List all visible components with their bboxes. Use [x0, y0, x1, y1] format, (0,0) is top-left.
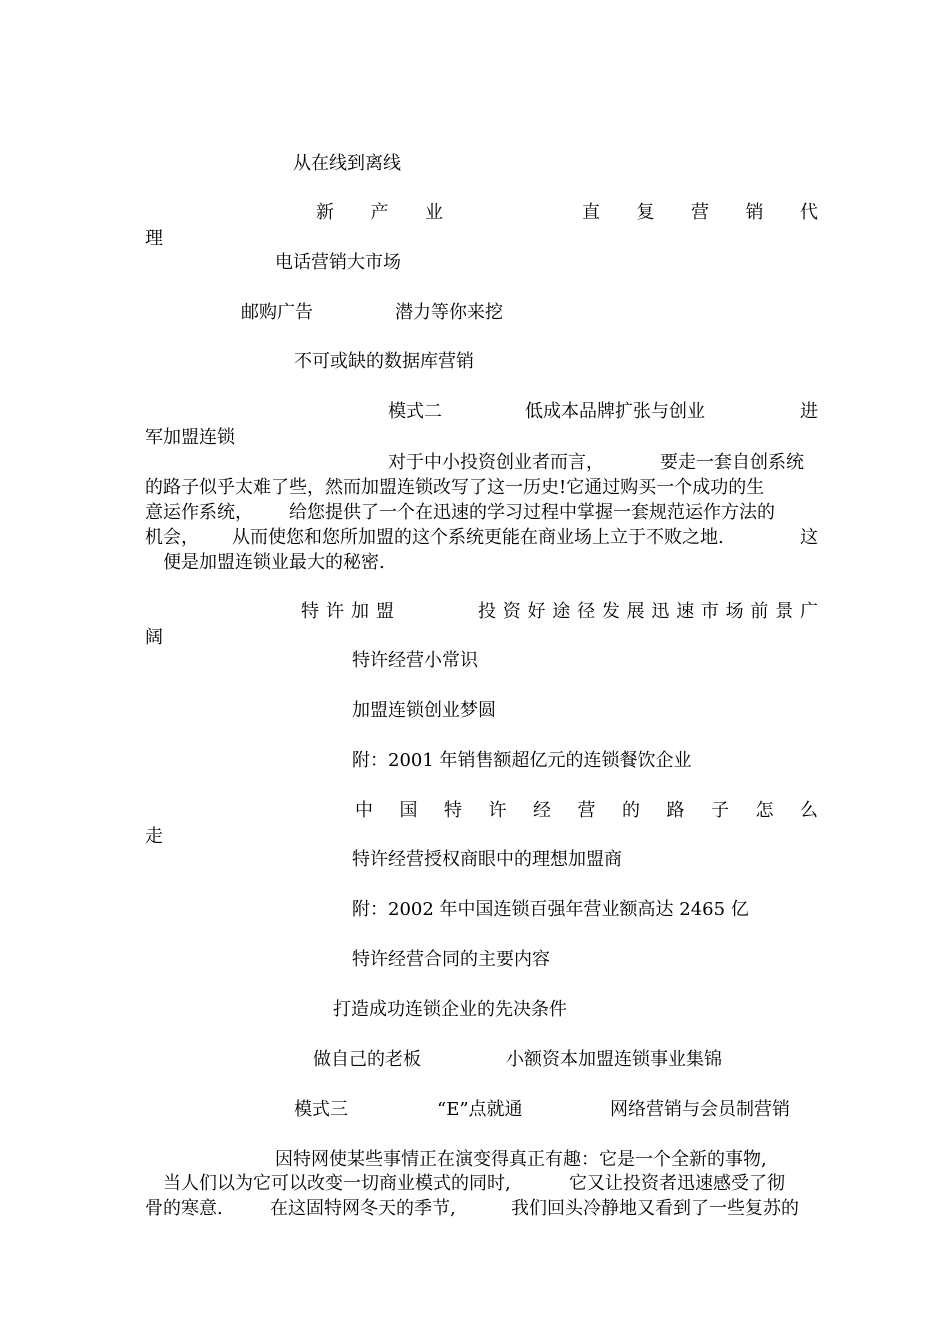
word: 的: [622, 800, 640, 821]
word: 新: [316, 202, 334, 223]
item-china-franchise-path-wrap: 走: [145, 826, 163, 847]
para2-line2b: 它又让投资者迅速感受了彻: [569, 1173, 785, 1194]
word: 前: [750, 601, 769, 622]
word: 业: [425, 202, 443, 223]
word: 径: [577, 601, 596, 622]
word: 国: [399, 800, 418, 821]
word: 么: [800, 800, 818, 821]
heading-enter: 进: [800, 401, 818, 422]
para1-line4c: 这: [800, 527, 818, 548]
para1-line1b: 要走一套自创系统: [660, 452, 804, 473]
heading-e-point: “E”点就通: [437, 1099, 523, 1120]
word: 经: [533, 800, 551, 821]
item-franchise-basics: 特许经营小常识: [352, 650, 478, 671]
heading-low-cost-brand: 低成本品牌扩张与创业: [525, 401, 705, 422]
item-2001-sales: 附：2001 年销售额超亿元的连锁餐饮企业: [352, 750, 692, 771]
item-ideal-franchisee: 特许经营授权商眼中的理想加盟商: [352, 849, 622, 870]
heading-investment-path: [478, 600, 818, 624]
item-franchise-dream: 加盟连锁创业梦圆: [352, 700, 496, 721]
word: 景: [775, 601, 794, 622]
item-prerequisites: 打造成功连锁企业的先决条件: [333, 999, 567, 1020]
heading-online-offline: 从在线到离线: [293, 153, 401, 174]
line-new-industry: [316, 201, 818, 225]
word: 中: [355, 800, 373, 821]
para1-line5: 便是加盟连锁业最大的秘密.: [163, 552, 385, 573]
item-2002-top100: 附：2002 年中国连锁百强年营业额高达 2465 亿: [352, 899, 749, 920]
line-new-industry-wrap: 理: [145, 228, 163, 249]
heading-potential: 潜力等你来挖: [395, 302, 503, 323]
word: 产: [370, 202, 389, 223]
para1-line1a: 对于中小投资创业者而言，: [388, 452, 604, 473]
para1-line2: 的路子似乎太难了些，然而加盟连锁改写了这一历史!它通过购买一个成功的生: [145, 477, 765, 498]
para1-line4a: 机会，: [145, 527, 199, 548]
heading-franchise-chain: 军加盟连锁: [145, 427, 235, 448]
word: 场: [725, 601, 744, 622]
word: 代: [800, 202, 818, 223]
heading-franchise: [301, 600, 401, 624]
para1-line3b: 给您提供了一个在迅速的学习过程中掌握一套规范运作方法的: [289, 502, 775, 523]
word: 广: [799, 601, 818, 622]
item-china-franchise-path: [355, 799, 818, 823]
word: 好: [527, 601, 546, 622]
heading-phone-marketing: 电话营销大市场: [275, 252, 401, 273]
word: 营: [691, 202, 709, 223]
word: 投: [478, 601, 496, 622]
word: 市: [700, 601, 719, 622]
para2-line3c: 我们回头冷静地又看到了一些复苏的: [511, 1198, 799, 1219]
word: 子: [711, 800, 729, 821]
heading-be-your-own-boss: 做自己的老板: [313, 1049, 421, 1070]
para2-line3b: 在这固特网冬天的季节,: [270, 1198, 456, 1219]
word: 怎: [755, 800, 774, 821]
para2-line2a: 当人们以为它可以改变一切商业模式的同时,: [163, 1173, 511, 1194]
word: 特: [444, 800, 462, 821]
word: 迅: [651, 601, 670, 622]
heading-database-marketing: 不可或缺的数据库营销: [294, 351, 474, 372]
word: 营: [577, 800, 596, 821]
word: 途: [552, 601, 571, 622]
para1-line4b: 从而使您和您所加盟的这个系统更能在商业场上立于不败之地.: [232, 527, 724, 548]
word: 销: [745, 202, 764, 223]
para2-line1: 因特网使某些事情正在演变得真正有趣：它是一个全新的事物,: [275, 1149, 767, 1170]
word: 发: [601, 601, 620, 622]
heading-small-capital: 小额资本加盟连锁事业集锦: [506, 1049, 722, 1070]
word: 许: [488, 800, 507, 821]
heading-network-marketing: 网络营销与会员制营销: [610, 1099, 790, 1120]
word: 直: [582, 202, 600, 223]
heading-mode-two: 模式二: [388, 401, 442, 422]
para1-line3a: 意运作系统，: [145, 502, 253, 523]
word: 展: [626, 601, 645, 622]
word: 资: [502, 601, 521, 622]
word: 复: [636, 202, 655, 223]
para2-line3a: 骨的寒意.: [145, 1198, 223, 1219]
heading-mode-three: 模式三: [294, 1099, 348, 1120]
word: 路: [666, 800, 685, 821]
word: 特许加盟: [301, 601, 401, 622]
heading-broad: 阔: [145, 627, 163, 648]
item-contract-contents: 特许经营合同的主要内容: [352, 949, 550, 970]
word: 速: [676, 601, 695, 622]
heading-mail-order: 邮购广告: [241, 302, 313, 323]
